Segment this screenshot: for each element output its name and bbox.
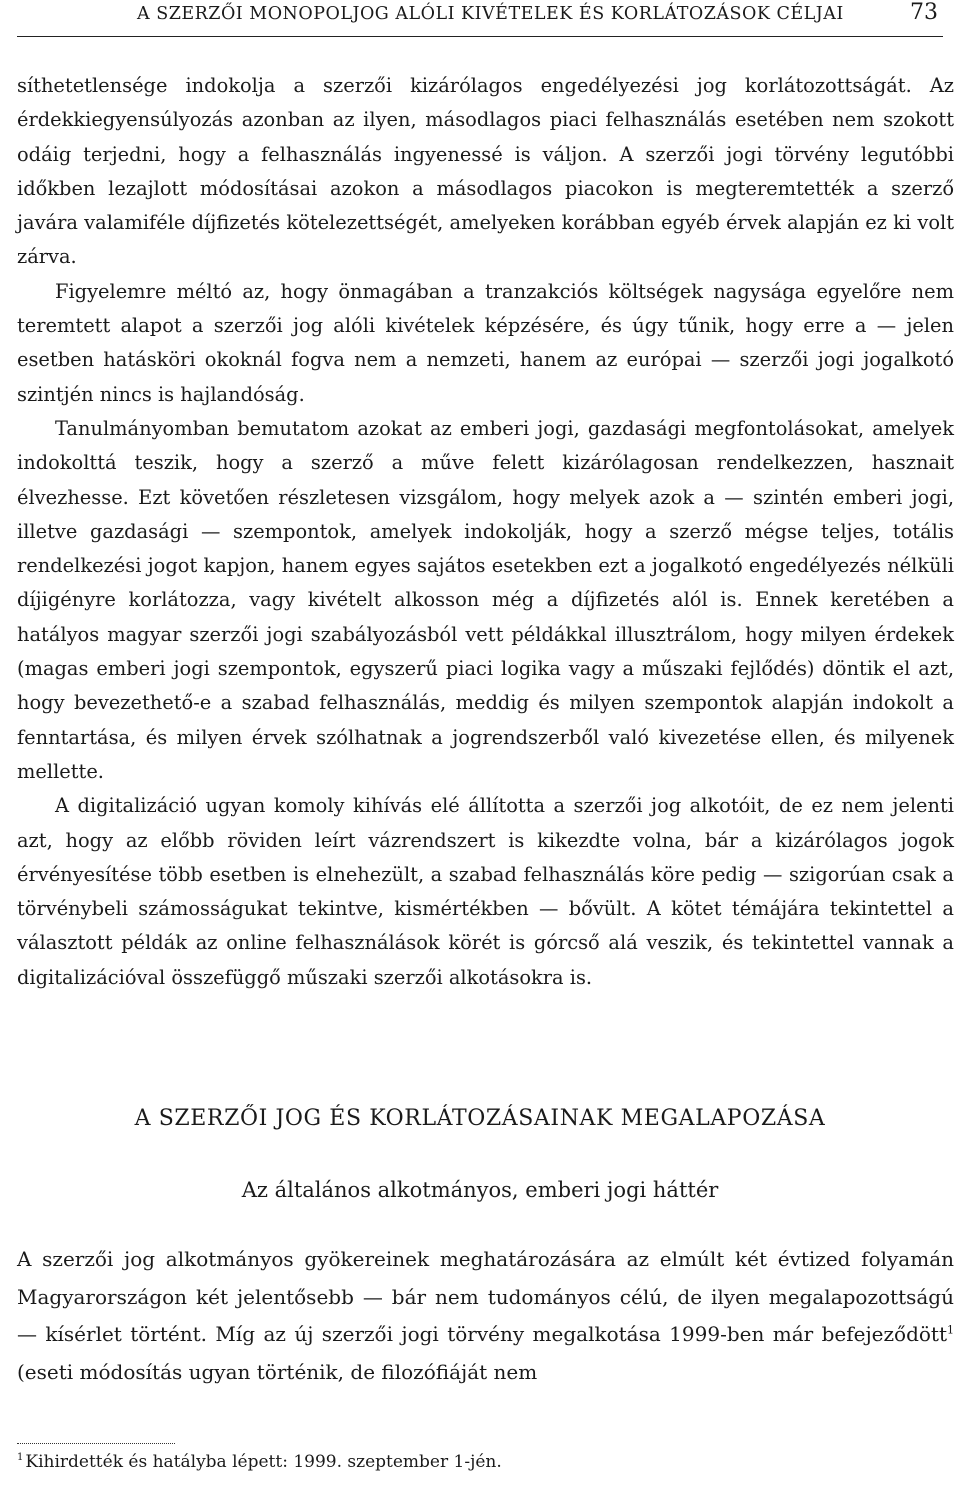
section-title: A SZERZŐI JOG ÉS KORLÁTOZÁSAINAK MEGALAPOZÁSA <box>134 1106 826 1131</box>
subsection-title: Az általános alkotmányos, emberi jogi háttér <box>241 1178 719 1202</box>
running-title: A SZERZŐI MONOPOLJOG ALÓLI KIVÉTELEK ÉS KORLÁTOZÁSOK CÉLJAI <box>137 4 844 24</box>
footnote-mark: 1 <box>17 1452 24 1464</box>
body-text <box>17 69 954 995</box>
section-paragraph-text: A szerzői jog alkotmányos gyökereinek meghatározására az elmúlt két évtized folyamán Magyarországon két jelentősebb — bár nem tudományos célú, de ilyen megalapozottságú — kísérlet történt. Míg az új szerzői jogi törvény megalkotása 1999-ben már befejeződött <box>17 1247 954 1346</box>
section-paragraph <box>17 1241 954 1391</box>
paragraph-1: síthetetlensége indokolja a szerzői kizárólagos engedélyezési jog korlátozottságát. Az érdekkiegyensúlyozás azonban az ilyen, másodlagos piaci felhasználás esetében nem szokott odáig terjedni, hogy a felhasználás ingyenessé is váljon. A szerzői jogi törvény legutóbbi időkben lezajlott módosításai azokon a másodlagos piacokon is megteremtették a szerző javára valamiféle díjfizetés kötelezettségét, amelyeken korábban egyéb érvek alapján ez ki volt zárva. <box>17 74 954 269</box>
section-body <box>17 1241 954 1391</box>
footnote-text: Kihirdették és hatályba lépett: 1999. szeptember 1-jén. <box>25 1452 502 1472</box>
footnote <box>17 1452 502 1472</box>
footnote-separator <box>17 1443 175 1444</box>
page-number: 73 <box>910 0 938 25</box>
section-paragraph-continuation: (eseti módosítás ugyan történik, de filozófiáját nem <box>17 1359 538 1384</box>
paragraph-3: Tanulmányomban bemutatom azokat az emberi jogi, gazdasági megfontolásokat, amelyek indokolttá teszik, hogy a szerző a műve felett kizárólagosan rendelkezzen, hasznait élvezhesse. Ezt követően részletesen vizsgálom, hogy melyek azok a — szintén emberi jogi, illetve gazdasági — szempontok, amelyek indokolják, hogy a szerző mégse teljes, totális rendelkezési jogot kapjon, hanem egyes sajátos esetekben ezt a jogalkotó engedélyezés nélküli díjigényre korlátozza, vagy kivételt alkosson még a díjfizetés alól is. Ennek keretében a hatályos magyar szerzői jogi szabályozásból vett példákkal illusztrálom, hogy milyen érdekek (magas emberi jogi szempontok, egyszerű piaci logika vagy a műszaki fejlődés) döntik el azt, hogy bevezethető-e a szabad felhasználás, meddig és milyen szempontok alapján indokolt a fenntartása, és milyen érvek szólhatnak a jogrendszerből való kivezetése ellen, és milyenek mellette. <box>17 416 954 783</box>
running-header <box>17 0 943 37</box>
paragraph-2: Figyelemre méltó az, hogy önmagában a tranzakciós költségek nagysága egyelőre nem teremtett alapot a szerzői jog alóli kivételek képzésére, és úgy tűnik, hogy erre a — jelen esetben hatásköri okoknál fogva nem a nemzeti, hanem az európai — szerzői jogi jogalkotó szintjén nincs is hajlandóság. <box>17 279 954 406</box>
footnote-reference[interactable]: 1 <box>947 1323 954 1337</box>
paragraph-4: A digitalizáció ugyan komoly kihívás elé állította a szerzői jog alkotóit, de ez nem jelenti azt, hogy az előbb röviden leírt vázrendszert is kikezdte volna, bár a kizárólagos jogok érvényesítése több esetben is elnehezült, a szabad felhasználás köre pedig — szigorúan csak a törvénybeli számosságukat tekintve, kismértékben — bővült. A kötet témájára tekintettel a választott példák az online felhasználások körét is górcső alá veszik, és tekintettel vannak a digitalizációval összefüggő műszaki szerzői alkotásokra is. <box>17 794 954 989</box>
